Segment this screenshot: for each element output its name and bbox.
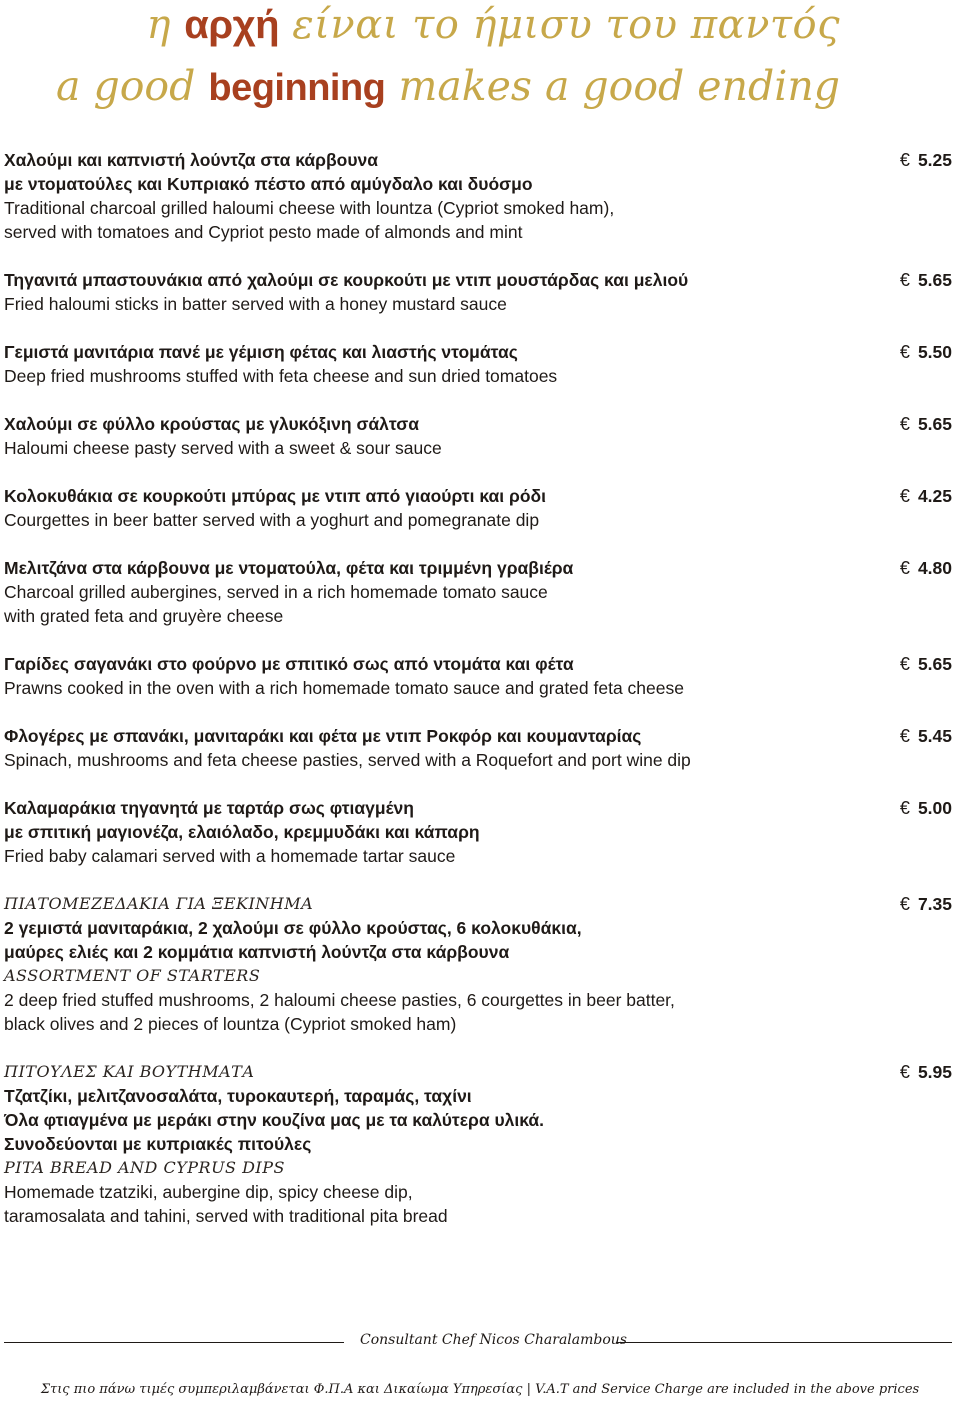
- dish-description-english: Prawns cooked in the oven with a rich homemade tomato sauce and grated feta cheese: [4, 678, 684, 698]
- dish-price: [900, 724, 952, 748]
- dish-price: [900, 340, 952, 364]
- menu-item: [4, 148, 952, 244]
- dish-description-english: served with tomatoes and Cypriot pesto made of almonds and mint: [4, 222, 523, 242]
- dish-name-greek: Γεμιστά μανιτάρια πανέ με γέμιση φέτας και λιαστής ντομάτας: [4, 342, 518, 362]
- price-value: 5.65: [917, 654, 952, 674]
- footer-note: Στις πιο πάνω τιμές συμπεριλαμβάνεται Φ.Π.Α και Δικαίωμα Υπηρεσίας | V.A.T and Service Charge are included in the above prices: [40, 1382, 920, 1397]
- euro-icon: €: [899, 342, 910, 362]
- euro-icon: €: [899, 414, 910, 434]
- dish-name-greek: Καλαμαράκια τηγανητά με ταρτάρ σως φτιαγμένη: [4, 798, 414, 818]
- dish-description-english: Haloumi cheese pasty served with a sweet & sour sauce: [4, 438, 442, 458]
- dish-price: [900, 892, 952, 916]
- divider-right: [616, 1342, 952, 1343]
- dish-name-greek: Χαλούμι και καπνιστή λούντζα στα κάρβουνα: [4, 150, 379, 170]
- dish-description-english: black olives and 2 pieces of lountza (Cypriot smoked ham): [4, 1014, 457, 1034]
- dish-name-greek: Κολοκυθάκια σε κουρκούτι μπύρας με ντιπ από γιαούρτι και ρόδι: [4, 486, 546, 506]
- price-value: 5.25: [917, 150, 952, 170]
- price-value: 5.00: [917, 798, 952, 818]
- divider-left: [4, 1342, 344, 1343]
- section-title-english: ASSORTMENT OF STARTERS: [4, 966, 261, 985]
- english-slogan-pre: a good: [56, 62, 209, 110]
- dish-description-english: taramosalata and tahini, served with traditional pita bread: [4, 1206, 448, 1226]
- dish-description-greek: με ντοματούλες και Κυπριακό πέστο από αμύγδαλο και δυόσμο: [4, 174, 533, 194]
- dish-description-english: Fried baby calamari served with a homemade tartar sauce: [4, 846, 456, 866]
- dish-description-greek: 2 γεμιστά μανιταράκια, 2 χαλούμι σε φύλλο κρούστας, 6 κολοκυθάκια,: [4, 918, 582, 938]
- euro-icon: €: [899, 726, 910, 746]
- dish-price: [900, 148, 952, 172]
- euro-icon: €: [899, 486, 910, 506]
- dish-description-greek: μαύρες ελιές και 2 κομμάτια καπνιστή λούντζα στα κάρβουνα: [4, 942, 510, 962]
- euro-icon: €: [899, 1062, 910, 1082]
- section-title-english: PITA BREAD AND CYPRUS DIPS: [4, 1158, 285, 1177]
- section-title-greek: ΠΙΑΤΟΜΕΖΕΔΑΚΙΑ ΓΙΑ ΞΕΚΙΝΗΜΑ: [4, 894, 314, 913]
- menu-item: [4, 1060, 952, 1228]
- dish-name-greek: Τηγανιτά μπαστουνάκια από χαλούμι σε κουρκούτι με ντιπ μουστάρδας και μελιού: [4, 270, 689, 290]
- dish-description-english: 2 deep fried stuffed mushrooms, 2 haloumi cheese pasties, 6 courgettes in beer batter,: [4, 990, 675, 1010]
- menu-item: [4, 340, 952, 388]
- dish-description-english: Fried haloumi sticks in batter served with a honey mustard sauce: [4, 294, 507, 314]
- dish-name-greek: Μελιτζάνα στα κάρβουνα με ντοματούλα, φέτα και τριμμένη γραβιέρα: [4, 558, 574, 578]
- dish-name-greek: Γαρίδες σαγανάκι στο φούρνο με σπιτικό σως από ντομάτα και φέτα: [4, 654, 574, 674]
- menu-item: [4, 268, 952, 316]
- dish-description-english: Charcoal grilled aubergines, served in a rich homemade tomato sauce: [4, 582, 548, 602]
- dish-description-english: Traditional charcoal grilled haloumi cheese with lountza (Cypriot smoked ham),: [4, 198, 615, 218]
- euro-icon: €: [899, 894, 910, 914]
- dish-description-greek: με σπιτική μαγιονέζα, ελαιόλαδο, κρεμμυδάκι και κάπαρη: [4, 822, 480, 842]
- price-value: 4.25: [917, 486, 952, 506]
- english-slogan-post: makes a good ending: [385, 62, 840, 110]
- dish-name-greek: Φλογέρες με σπανάκι, μανιταράκι και φέτα με ντιπ Ροκφόρ και κουμανταρίας: [4, 726, 642, 746]
- dish-description-english: Deep fried mushrooms stuffed with feta cheese and sun dried tomatoes: [4, 366, 558, 386]
- menu-item: [4, 892, 952, 1036]
- price-value: 5.45: [917, 726, 952, 746]
- menu-item: [4, 652, 952, 700]
- euro-icon: €: [899, 558, 910, 578]
- dish-description-greek: Όλα φτιαγμένα με μεράκι στην κουζίνα μας με τα καλύτερα υλικά.: [4, 1110, 545, 1130]
- greek-slogan: [147, 2, 840, 48]
- dish-description-english: Spinach, mushrooms and feta cheese pasties, served with a Roquefort and port wine dip: [4, 750, 691, 770]
- dish-name-greek: Χαλούμι σε φύλλο κρούστας με γλυκόξινη σάλτσα: [4, 414, 419, 434]
- dish-price: [900, 796, 952, 820]
- price-value: 5.65: [917, 414, 952, 434]
- greek-slogan-emphasis: αρχή: [184, 3, 280, 47]
- dish-description-greek: Συνοδεύονται με κυπριακές πιτούλες: [4, 1134, 312, 1154]
- consultant-chef-banner: [4, 1328, 952, 1356]
- price-value: 7.35: [917, 894, 952, 914]
- price-value: 5.65: [917, 270, 952, 290]
- dish-description-english: Homemade tzatziki, aubergine dip, spicy cheese dip,: [4, 1182, 413, 1202]
- dish-description-greek: Τζατζίκι, μελιτζανοσαλάτα, τυροκαυτερή, ταραμάς, ταχίνι: [4, 1086, 472, 1106]
- dish-price: [900, 412, 952, 436]
- menu-list: [4, 148, 952, 1252]
- greek-slogan-post: είναι το ήμισυ του παντός: [279, 2, 840, 48]
- english-slogan-emphasis: beginning: [208, 67, 386, 109]
- menu-item: [4, 556, 952, 628]
- dish-price: [900, 556, 952, 580]
- consultant-chef: Consultant Chef Nicos Charalambous: [360, 1332, 627, 1348]
- dish-description-english: Courgettes in beer batter served with a yoghurt and pomegranate dip: [4, 510, 540, 530]
- dish-price: [900, 1060, 952, 1084]
- section-title-greek: ΠΙΤΟΥΛΕΣ ΚΑΙ ΒΟΥΤΗΜΑΤΑ: [4, 1062, 255, 1081]
- menu-item: [4, 796, 952, 868]
- price-value: 5.50: [917, 342, 952, 362]
- euro-icon: €: [899, 798, 910, 818]
- price-value: 4.80: [917, 558, 952, 578]
- dish-price: [900, 652, 952, 676]
- euro-icon: €: [899, 270, 910, 290]
- english-slogan: [56, 62, 840, 110]
- euro-icon: €: [899, 654, 910, 674]
- greek-slogan-pre: η: [146, 2, 185, 48]
- dish-price: [900, 484, 952, 508]
- menu-item: [4, 724, 952, 772]
- dish-price: [900, 268, 952, 292]
- price-value: 5.95: [917, 1062, 952, 1082]
- menu-item: [4, 484, 952, 532]
- euro-icon: €: [899, 150, 910, 170]
- menu-item: [4, 412, 952, 460]
- dish-description-english: with grated feta and gruyère cheese: [4, 606, 284, 626]
